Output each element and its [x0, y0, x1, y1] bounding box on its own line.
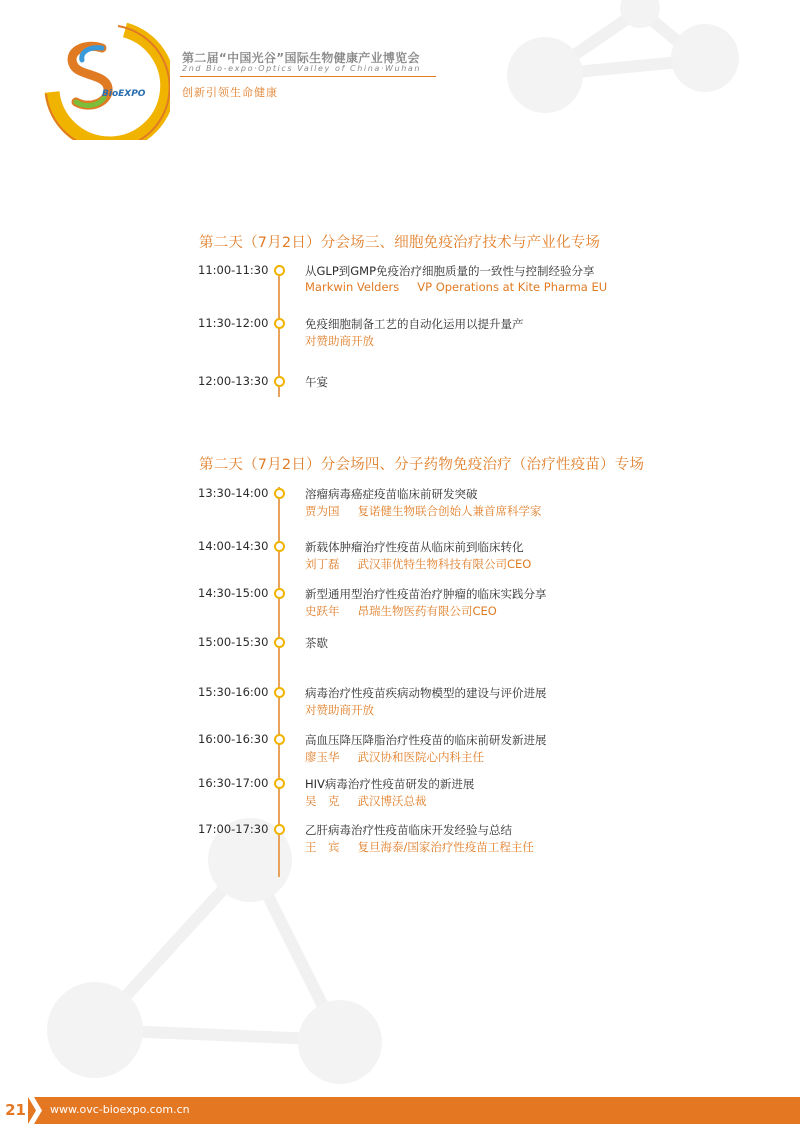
- talk-topic: 午宴: [305, 375, 328, 389]
- time-slot: 17:00-17:30: [198, 822, 269, 836]
- talk-topic: 免疫细胞制备工艺的自动化运用以提升量产: [305, 317, 524, 331]
- schedule-item: [0, 635, 800, 675]
- schedule-item: [0, 586, 800, 626]
- expo-subtitle: 2nd Bio-expo·Optics Valley of China·Wuhan: [182, 64, 422, 73]
- speaker-name: 王 宾: [305, 840, 340, 854]
- speaker-name: 对赞助商开放: [305, 703, 374, 717]
- timeline-dot: [274, 824, 285, 835]
- talk-topic: 高血压降压降脂治疗性疫苗的临床前研发新进展: [305, 733, 547, 747]
- time-slot: 14:00-14:30: [198, 539, 269, 553]
- talk-topic: 从GLP到GMP免疫治疗细胞质量的一致性与控制经验分享: [305, 264, 595, 278]
- speaker-name: 贾为国: [305, 504, 340, 518]
- schedule-item: [0, 822, 800, 862]
- timeline-dot: [274, 318, 285, 329]
- schedule-item: [0, 486, 800, 526]
- page-footer: [0, 1097, 800, 1124]
- timeline-dot: [274, 778, 285, 789]
- speaker-line: [305, 749, 484, 765]
- timeline-dot: [274, 637, 285, 648]
- speaker-line: [305, 793, 427, 809]
- time-slot: 12:00-13:30: [198, 374, 269, 388]
- speaker-role: 武汉协和医院心内科主任: [357, 750, 484, 764]
- schedule-item: [0, 374, 800, 414]
- speaker-name: 对赞助商开放: [305, 334, 374, 348]
- expo-title: 第二届“中国光谷”国际生物健康产业博览会: [182, 51, 420, 65]
- speaker-name: 史跃年: [305, 604, 340, 618]
- timeline-dot: [274, 488, 285, 499]
- bioexpo-logo: [40, 22, 170, 140]
- session-title: 第二天（7月2日）分会场三、细胞免疫治疗技术与产业化专场: [199, 235, 601, 251]
- speaker-line: [305, 333, 374, 349]
- logo-text: BioEXPO: [102, 89, 146, 99]
- speaker-line: [305, 839, 534, 855]
- talk-topic: 病毒治疗性疫苗疾病动物模型的建设与评价进展: [305, 686, 547, 700]
- speaker-role: VP Operations at Kite Pharma EU: [417, 280, 608, 294]
- talk-topic: HIV病毒治疗性疫苗研发的新进展: [305, 777, 475, 791]
- speaker-line: [305, 280, 607, 294]
- time-slot: 11:00-11:30: [198, 263, 269, 277]
- talk-topic: 茶歇: [305, 636, 328, 650]
- page-number: 21: [5, 1101, 26, 1119]
- timeline-dot: [274, 588, 285, 599]
- time-slot: 16:00-16:30: [198, 732, 269, 746]
- schedule-item: [0, 263, 800, 303]
- time-slot: 14:30-15:00: [198, 586, 269, 600]
- time-slot: 11:30-12:00: [198, 316, 269, 330]
- timeline-dot: [274, 541, 285, 552]
- header-divider: [180, 76, 436, 77]
- speaker-line: [305, 556, 531, 572]
- time-slot: 13:30-14:00: [198, 486, 269, 500]
- time-slot: 16:30-17:00: [198, 776, 269, 790]
- timeline-dot: [274, 376, 285, 387]
- speaker-role: 复诺健生物联合创始人兼首席科学家: [357, 504, 542, 518]
- speaker-name: 廖玉华: [305, 750, 340, 764]
- speaker-line: [305, 503, 542, 519]
- talk-topic: 新载体肿瘤治疗性疫苗从临床前到临床转化: [305, 540, 524, 554]
- schedule-item: [0, 732, 800, 772]
- speaker-line: [305, 603, 497, 619]
- schedule-item: [0, 685, 800, 725]
- chevron-right-icon: [28, 1097, 42, 1124]
- schedule-item: [0, 539, 800, 579]
- expo-slogan: 创新引领生命健康: [182, 86, 278, 99]
- page-header: [0, 0, 800, 140]
- timeline-dot: [274, 687, 285, 698]
- schedule-item: [0, 776, 800, 816]
- talk-topic: 新型通用型治疗性疫苗治疗肿瘤的临床实践分享: [305, 587, 547, 601]
- schedule-item: [0, 316, 800, 356]
- speaker-role: 昂瑞生物医药有限公司CEO: [357, 604, 497, 618]
- speaker-role: 武汉博沃总裁: [357, 794, 427, 808]
- talk-topic: 溶瘤病毒癌症疫苗临床前研发突破: [305, 487, 478, 501]
- timeline-dot: [274, 734, 285, 745]
- speaker-name: Markwin Velders: [305, 280, 400, 294]
- website-link[interactable]: www.ovc-bioexpo.com.cn: [50, 1103, 190, 1116]
- time-slot: 15:00-15:30: [198, 635, 269, 649]
- time-slot: 15:30-16:00: [198, 685, 269, 699]
- speaker-role: 武汉菲优特生物科技有限公司CEO: [357, 557, 532, 571]
- talk-topic: 乙肝病毒治疗性疫苗临床开发经验与总结: [305, 823, 512, 837]
- speaker-line: [305, 702, 374, 718]
- speaker-role: 复旦海泰/国家治疗性疫苗工程主任: [357, 840, 534, 854]
- speaker-name: 吴 克: [305, 794, 340, 808]
- speaker-name: 刘丁磊: [305, 557, 340, 571]
- session-title: 第二天（7月2日）分会场四、分子药物免疫治疗（治疗性疫苗）专场: [199, 457, 645, 473]
- timeline-dot: [274, 265, 285, 276]
